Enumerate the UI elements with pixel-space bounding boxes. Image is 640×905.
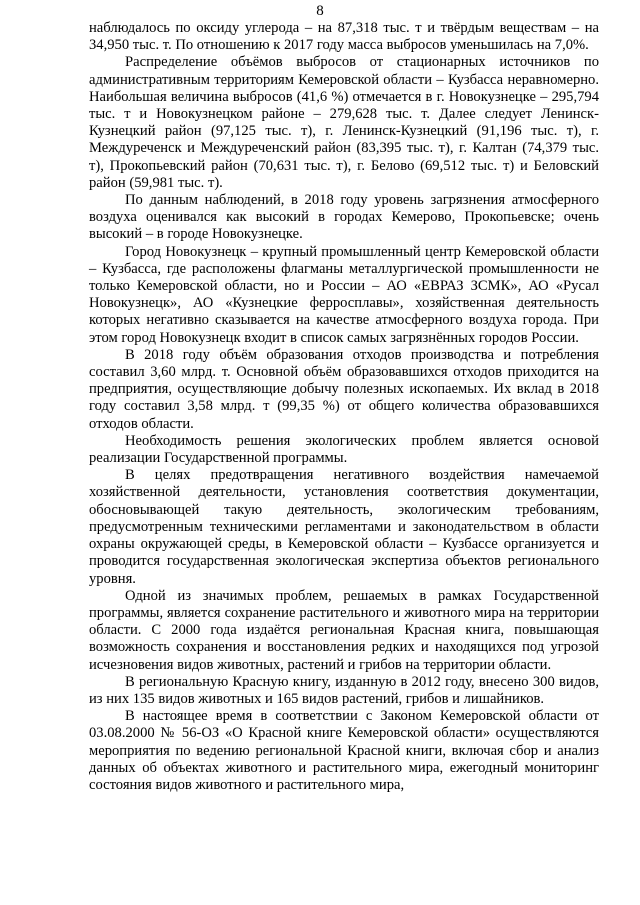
paragraph-red-book-law: В настоящее время в соответствии с Законом Кемеровской области от 03.08.2000 № 56-ОЗ «О Красной книге Кемеровской области» осуществляются мероприятия по ведению региональной Красной книги, включая сбор и анализ данных об объектах животного и растительного мира, ежегодный мониторинг состояния видов животного и растительного мира, (89, 708, 599, 793)
paragraph-air-pollution-level: По данным наблюдений, в 2018 году уровень загрязнения атмосферного воздуха оценивался как высокий в городах Кемерово, Прокопьевске; очень высокий – в городе Новокузнецке. (89, 192, 599, 243)
paragraph-waste: В 2018 году объём образования отходов производства и потребления составил 3,60 млрд. т. Основной объём образовавшихся отходов приходится на предприятия, осуществляющие добычу полезных ископаемых. Их вклад в 2018 году составил 3,58 млрд. т (99,35 %) от общего количества образовавшихся отходов области. (89, 346, 599, 432)
page-number: 8 (316, 3, 324, 19)
paragraph-emissions-carbon: наблюдалось по оксиду углерода – на 87,318 тыс. т и твёрдым веществам – на 34,950 тыс. т. По отношению к 2017 году масса выбросов уменьшилась на 7,0%. (89, 20, 599, 54)
paragraph-emissions-distribution: Распределение объёмов выбросов от стационарных источников по административным территориям Кемеровской области – Кузбасса неравномерно. Наибольшая величина выбросов (41,6 %) отмечается в г. Новокузнецке – 295,794 тыс. т и Новокузнецком районе – 279,628 тыс. т. Далее следует Ленинск-Кузнецкий район (97,125 тыс. т), г. Ленинск-Кузнецкий (91,196 тыс. т), г. Междуреченск и Междуреченский район (83,395 тыс. т), г. Калтан (74,379 тыс. т), Прокопьевский район (70,631 тыс. т), г. Белово (69,512 тыс. т) и Беловский район (59,981 тыс. т). (89, 54, 599, 191)
paragraph-red-book-intro: Одной из значимых проблем, решаемых в рамках Государственной программы, является сохранение растительного и животного мира на территории области. С 2000 года издаётся региональная Красная книга, повышающая возможность сохранения и восстановления редких и находящихся под угрозой исчезновения видов животных, растений и грибов на территории области. (89, 587, 599, 673)
document-body (89, 20, 599, 794)
paragraph-program-basis: Необходимость решения экологических проблем является основой реализации Государственной программы. (89, 432, 599, 467)
paragraph-novokuznetsk: Город Новокузнецк – крупный промышленный центр Кемеровской области – Кузбасса, где расположены флагманы металлургической промышленности не только Кемеровской области, но и России – АО «ЕВРАЗ ЗСМК», АО «Русал Новокузнецк», АО «Кузнецкие ферросплавы», хозяйственная деятельность которых негативно сказывается на качестве атмосферного воздуха города. При этом город Новокузнецк входит в список самых загрязнённых городов России. (89, 243, 599, 346)
paragraph-red-book-2012: В региональную Красную книгу, изданную в 2012 году, внесено 300 видов, из них 135 видов животных и 165 видов растений, грибов и лишайников. (89, 673, 599, 707)
paragraph-ecological-expertise: В целях предотвращения негативного воздействия намечаемой хозяйственной деятельности, установления соответствия документации, обосновывающей такую деятельность, экологическим требованиям, предусмотренным техническими регламентами и законодательством в области охраны окружающей среды, в Кемеровской области – Кузбассе организуется и проводится государственная экологическая экспертиза объектов регионального уровня. (89, 467, 599, 587)
